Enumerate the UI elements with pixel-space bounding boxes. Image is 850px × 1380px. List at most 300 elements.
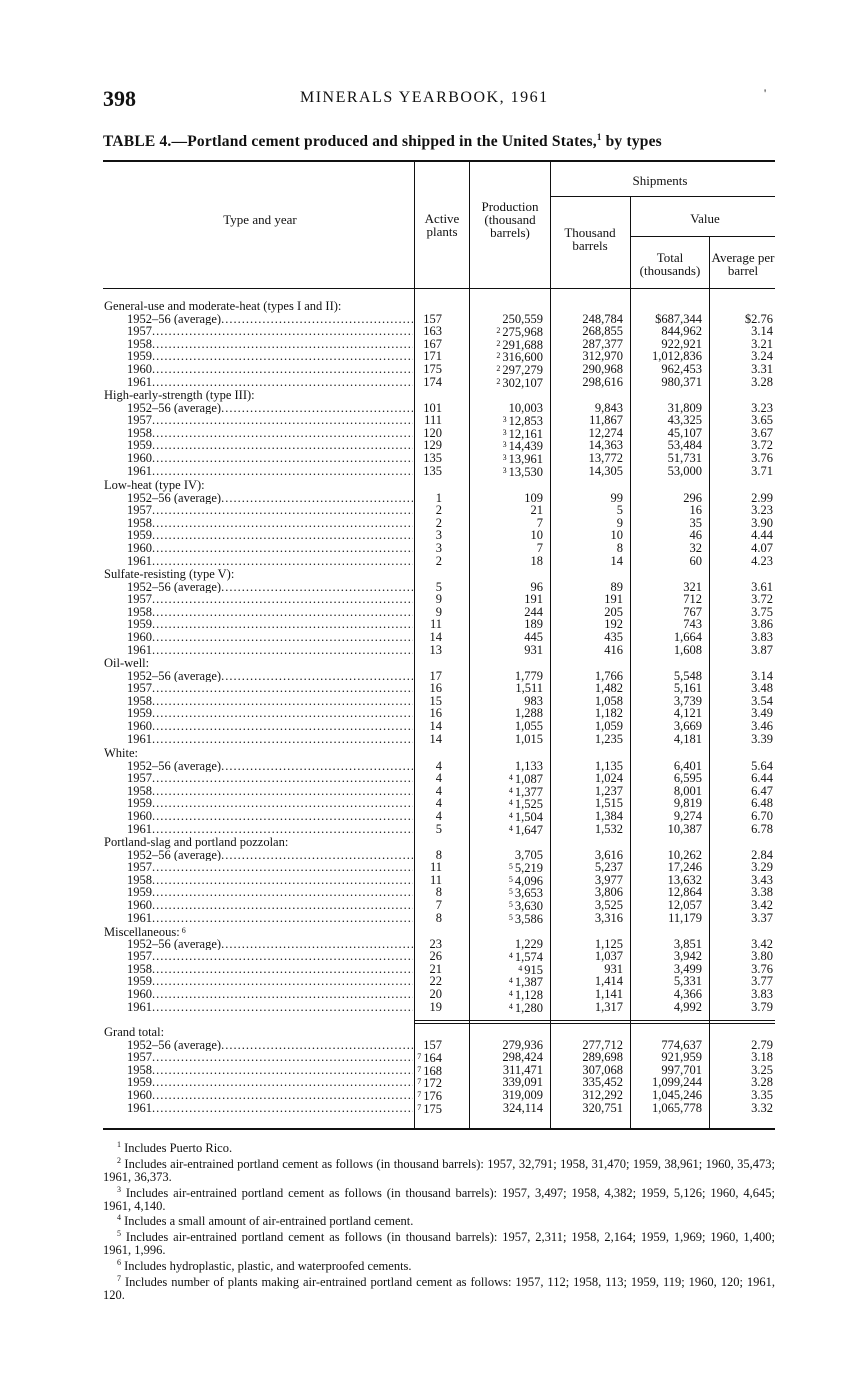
cell-value-total — [661, 376, 702, 389]
cell-production — [509, 797, 543, 811]
row-label-text: 1958 — [127, 694, 152, 708]
cell-production-value: 298,424 — [502, 1050, 543, 1065]
cell-value-average-value: 3.23 — [751, 503, 773, 518]
cell-shipped-barrels-value: 312,970 — [582, 349, 623, 364]
page-number: 398 — [103, 86, 136, 111]
cell-active-plants-value: 4 — [435, 771, 442, 786]
row-label-text: 1960 — [127, 631, 152, 644]
cell-shipped-barrels-value: 205 — [604, 604, 623, 619]
cell-value-total-value: 1,608 — [673, 642, 702, 657]
row-label-text: 1960 — [127, 720, 152, 733]
row-label — [127, 733, 413, 746]
cell-production — [509, 975, 543, 989]
table-row — [0, 861, 850, 874]
row-label — [127, 517, 413, 530]
cell-active-plants-value: 14 — [429, 731, 442, 746]
cell-shipped-barrels — [582, 376, 623, 389]
row-label — [127, 504, 413, 517]
row-label-text: 1957 — [127, 414, 152, 427]
row-label — [127, 427, 413, 440]
footnote-text: Includes hydroplastic, plastic, and waterproofed cements. — [124, 1259, 412, 1274]
cell-production — [509, 823, 543, 837]
category-label — [104, 389, 424, 402]
cell-value-average-value: 3.28 — [751, 374, 773, 389]
cell-shipped-barrels-value: 8 — [616, 541, 623, 555]
row-label — [127, 542, 413, 555]
cell-production — [496, 363, 543, 377]
cell-shipped-barrels-value: 1,135 — [594, 758, 623, 773]
cell-active-plants-value: 4 — [435, 809, 442, 823]
cell-value-total-value: 844,962 — [661, 324, 702, 339]
cell-value-average-value: 3.83 — [751, 987, 773, 1001]
cell-value-total — [668, 465, 702, 478]
row-label — [127, 861, 413, 874]
cell-active-plants — [430, 644, 443, 657]
cell-value-average-value: 3.71 — [751, 463, 773, 478]
cell-value-average — [751, 823, 773, 836]
row-label-text: 1961 — [127, 643, 152, 657]
header-active-plants: Active plants — [424, 211, 460, 239]
row-label — [127, 414, 413, 427]
row-label-text: 1959 — [127, 975, 152, 988]
cell-production — [509, 874, 543, 888]
cell-active-plants-value: 171 — [423, 349, 442, 364]
row-label — [127, 849, 413, 862]
cell-value-average-value: 3.79 — [751, 999, 773, 1014]
cell-shipped-barrels-value: 1,317 — [594, 999, 623, 1014]
cell-active-plants-value: 9 — [435, 604, 442, 619]
running-head: MINERALS YEARBOOK, 1961 — [300, 89, 549, 106]
cell-production — [515, 760, 543, 773]
table-title-tail: by types — [601, 133, 662, 151]
cell-production — [496, 325, 543, 339]
cell-shipped-barrels — [582, 1102, 623, 1115]
cell-shipped-barrels-value: 3,616 — [594, 847, 623, 862]
row-label — [127, 810, 413, 823]
cell-active-plants-value: 176 — [423, 1089, 442, 1103]
cell-active-plants-value: 8 — [435, 885, 442, 900]
row-label — [127, 975, 413, 988]
category-label — [104, 657, 424, 670]
row-label-text: 1958 — [127, 337, 152, 351]
cell-value-total-value: 13,632 — [667, 872, 702, 887]
table-row — [0, 720, 850, 733]
cell-value-total-value: 10,262 — [667, 847, 702, 862]
cell-shipped-barrels-value: 3,806 — [594, 885, 623, 900]
cell-production-footnote-ref: 3 — [502, 465, 507, 475]
cell-production-footnote-ref: 4 — [508, 951, 513, 961]
cell-production — [509, 402, 543, 415]
footnote-number: 4 — [117, 1213, 121, 1223]
row-label — [127, 938, 413, 951]
table-title-footnote-ref: 1 — [596, 132, 602, 142]
cell-active-plants-value: 11 — [429, 860, 442, 875]
row-label — [127, 670, 413, 683]
category-row — [0, 747, 850, 760]
cell-production-footnote-ref: 4 — [508, 1001, 513, 1011]
cell-production-value: 14,439 — [508, 439, 543, 454]
cell-shipped-barrels-value: 5 — [616, 503, 623, 518]
cell-shipped-barrels-value: 1,482 — [594, 681, 623, 696]
cell-value-average-value: 3.67 — [751, 425, 773, 440]
footnotes — [103, 1139, 775, 1302]
cell-active-plants-value: 1 — [435, 490, 442, 505]
row-label-text: 1952–56 (average) — [127, 669, 222, 683]
cell-production — [509, 861, 543, 875]
cell-production-value: 297,279 — [502, 363, 543, 377]
footnote-number: 1 — [117, 1140, 121, 1149]
cell-shipped-barrels-value: 1,235 — [594, 731, 623, 746]
row-label-text: 1960 — [127, 363, 152, 376]
row-label — [127, 1039, 413, 1052]
cell-value-average — [751, 1102, 773, 1115]
table-row — [0, 733, 850, 746]
table-bottom-rule — [103, 1128, 775, 1130]
row-label-text: 1952–56 (average) — [127, 848, 222, 862]
footnote-text: Includes air-entrained portland cement as follows (in thousand barrels): 1957, 32,791; 1958, 31,470; 1959, 38,961; 1960, 35,473; 1961, 36,373. — [103, 1157, 775, 1184]
cell-shipped-barrels-value: 9 — [616, 515, 623, 530]
row-label-text: 1960 — [127, 452, 152, 465]
cell-active-plants-value: 23 — [429, 936, 442, 951]
cell-active-plants-value: 4 — [435, 796, 442, 811]
row-label — [127, 797, 413, 810]
cell-active-plants-value: 3 — [435, 528, 442, 543]
row-label-text: 1957 — [127, 950, 152, 963]
cell-production-value: 3,653 — [514, 886, 543, 901]
table-row — [0, 517, 850, 530]
cell-shipped-barrels-value: 1,182 — [594, 706, 623, 721]
cell-value-total-value: 9,274 — [673, 809, 702, 823]
cell-production-value: 1,647 — [514, 822, 543, 837]
cell-production — [509, 912, 543, 926]
category-row — [0, 479, 850, 492]
cell-active-plants-value: 157 — [423, 1037, 442, 1052]
cell-production-value: 302,107 — [502, 375, 543, 390]
row-label-text: 1959 — [127, 350, 152, 363]
cell-active-plants-footnote-ref: 7 — [417, 1077, 422, 1087]
cell-value-average-value: 3.18 — [751, 1050, 773, 1065]
cell-shipped-barrels-value: 9,843 — [594, 400, 623, 415]
cell-value-total-value: 35 — [689, 515, 702, 530]
cell-value-average-value: 3.31 — [751, 362, 773, 376]
table-row — [0, 988, 850, 1001]
table-row — [0, 376, 850, 389]
cell-active-plants — [423, 376, 442, 389]
category-label-text: Oil-well: — [104, 657, 150, 670]
cell-shipped-barrels — [595, 912, 623, 925]
cell-shipped-barrels-value: 289,698 — [582, 1050, 623, 1065]
row-label — [127, 1102, 413, 1115]
row-label-text: 1957 — [127, 593, 152, 606]
cell-active-plants — [436, 912, 442, 925]
cell-value-total-value: 31,809 — [667, 400, 702, 415]
header-shipments: Shipments — [632, 173, 688, 188]
cell-value-total-value: 4,992 — [673, 999, 702, 1014]
table-row — [0, 707, 850, 720]
cell-shipped-barrels-value: 13,772 — [588, 451, 623, 465]
cell-production — [518, 963, 543, 977]
cell-value-total-value: 774,637 — [661, 1037, 702, 1052]
cell-active-plants-value: 5 — [435, 579, 442, 594]
cell-production — [531, 555, 544, 568]
cell-active-plants-value: 13 — [429, 642, 442, 657]
row-label — [127, 1089, 413, 1102]
cell-value-average-value: 3.48 — [751, 681, 773, 696]
cell-production-value: 1,288 — [514, 706, 543, 721]
cell-active-plants-value: 17 — [429, 668, 442, 683]
row-label-text: 1958 — [127, 516, 152, 530]
cell-production-value: 7 — [536, 515, 543, 530]
cell-shipped-barrels-value: 290,968 — [582, 362, 623, 376]
cell-active-plants-value: 8 — [435, 847, 442, 862]
cell-production-footnote-ref: 2 — [496, 351, 501, 361]
cell-value-total — [674, 1001, 702, 1014]
cell-value-average-value: 3.21 — [751, 336, 773, 351]
category-footnote-ref: 6 — [181, 926, 186, 935]
row-label — [127, 899, 413, 912]
cell-value-total-value: 922,921 — [661, 336, 702, 351]
cell-value-average-value: 3.83 — [751, 630, 773, 644]
row-label — [127, 1051, 413, 1064]
table-row — [0, 1051, 850, 1064]
cell-production-footnote-ref: 3 — [502, 415, 507, 425]
cell-shipped-barrels-value: 1,125 — [594, 936, 623, 951]
cell-production-value: 189 — [524, 617, 543, 632]
cell-value-total-value: 12,057 — [667, 898, 702, 912]
footnote-text: Includes number of plants making air-entrained portland cement as follows: 1957, 112; 1958, 113; 1959, 119; 1960, 120; 1961, 120. — [103, 1275, 776, 1303]
row-label — [127, 874, 413, 887]
row-label-text: 1959 — [127, 1076, 152, 1089]
cell-production-value: 983 — [524, 693, 543, 708]
cell-production-footnote-ref: 4 — [508, 798, 513, 808]
row-label-text: 1952–56 (average) — [127, 937, 222, 951]
row-label — [127, 823, 413, 836]
cell-shipped-barrels-value: 1,766 — [594, 668, 623, 683]
table-row — [0, 912, 850, 925]
cell-active-plants-value: 11 — [429, 617, 442, 632]
cell-shipped-barrels-value: 3,316 — [594, 910, 623, 925]
cell-active-plants-value: 111 — [424, 413, 442, 428]
category-row — [0, 568, 850, 581]
cell-production — [503, 427, 543, 441]
cell-production — [496, 350, 543, 364]
cell-value-average-value: 5.64 — [751, 758, 773, 773]
cell-value-total — [690, 555, 703, 568]
cell-shipped-barrels — [595, 823, 623, 836]
cell-value-total-value: $687,344 — [655, 311, 702, 326]
cell-shipped-barrels — [595, 733, 623, 746]
cell-production-footnote-ref: 2 — [496, 338, 501, 348]
cell-active-plants-footnote-ref: 7 — [417, 1052, 422, 1062]
table-row — [0, 1089, 850, 1102]
table-row — [0, 849, 850, 862]
cell-production-value: 4,096 — [514, 873, 543, 888]
cell-shipped-barrels-value: 416 — [604, 642, 623, 657]
row-label-text: 1961 — [127, 822, 152, 836]
row-label — [127, 707, 413, 720]
table-row — [0, 618, 850, 631]
cell-active-plants-footnote-ref: 7 — [417, 1102, 422, 1112]
cell-value-total — [652, 1102, 702, 1115]
cell-value-total-value: 3,499 — [673, 961, 702, 976]
cell-shipped-barrels-value: 335,452 — [582, 1075, 623, 1090]
cell-value-average-value: 4.44 — [751, 528, 773, 543]
cell-shipped-barrels-value: 14,305 — [588, 463, 623, 478]
cell-production-footnote-ref: 3 — [502, 427, 507, 437]
row-label — [127, 886, 413, 899]
footnote-text: Includes a small amount of air-entrained portland cement. — [124, 1214, 414, 1229]
cell-value-total-value: 16 — [689, 503, 702, 518]
cell-active-plants — [430, 733, 443, 746]
cell-active-plants-value: 157 — [423, 311, 442, 326]
row-label — [127, 313, 413, 326]
cell-value-average — [751, 376, 773, 389]
cell-value-total-value: 1,012,836 — [652, 349, 702, 364]
footnote-number: 6 — [117, 1258, 121, 1268]
footnote-text: Includes air-entrained portland cement as follows (in thousand barrels): 1957, 3,497; 1958, 4,382; 1959, 5,126; 1960, 4,645; 1961, 4,140. — [103, 1185, 775, 1213]
cell-active-plants-value: 14 — [429, 630, 442, 644]
cell-value-total-value: 743 — [683, 617, 702, 632]
cell-active-plants-value: 101 — [423, 400, 442, 415]
row-label-text: 1952–56 (average) — [127, 759, 222, 773]
cell-value-average-value: 3.35 — [751, 1088, 773, 1102]
table-row — [0, 631, 850, 644]
row-label — [127, 1001, 413, 1014]
cell-shipped-barrels-value: 1,384 — [594, 809, 623, 823]
cell-active-plants-value: 22 — [429, 974, 442, 989]
cell-shipped-barrels-value: 191 — [604, 592, 623, 607]
cell-active-plants-value: 2 — [435, 515, 442, 530]
cell-value-average-value: 3.75 — [751, 604, 773, 619]
cell-shipped-barrels-value: 192 — [604, 617, 623, 632]
cell-active-plants-value: 7 — [435, 898, 442, 912]
cell-production-value: 3,705 — [514, 847, 543, 862]
cell-value-total-value: 32 — [689, 541, 702, 555]
table-top-rule — [103, 160, 775, 162]
row-label-text: 1958 — [127, 784, 152, 798]
footnote-number: 5 — [117, 1229, 121, 1239]
cell-shipped-barrels-value: 312,292 — [582, 1088, 623, 1102]
cell-production — [503, 1102, 543, 1115]
cell-value-average-value: 3.14 — [751, 324, 773, 339]
row-label-text: 1952–56 (average) — [127, 1038, 222, 1052]
cell-value-total-value: 962,453 — [661, 362, 702, 376]
footnote-number: 2 — [117, 1155, 121, 1165]
row-label — [127, 1076, 413, 1089]
table-row — [0, 593, 850, 606]
cell-production — [509, 988, 543, 1002]
cell-production-value: 1,377 — [514, 784, 543, 799]
table-row — [0, 555, 850, 568]
cell-value-average-value: 3.42 — [751, 898, 773, 912]
footnote-text: Includes air-entrained portland cement as follows (in thousand barrels): 1957, 2,311; 1958, 2,164; 1959, 1,969; 1960, 1,400; 1961, 1,996. — [103, 1230, 776, 1258]
table-row — [0, 465, 850, 478]
cell-production-value: 5,219 — [514, 861, 543, 876]
cell-production-value: 1,087 — [514, 772, 543, 787]
cell-production-value: 13,530 — [508, 464, 543, 479]
cell-active-plants-value: 21 — [429, 961, 442, 976]
cell-production-value: 1,525 — [514, 797, 543, 812]
cell-shipped-barrels-value: 1,532 — [594, 821, 623, 836]
cell-shipped-barrels-value: 1,515 — [594, 796, 623, 811]
row-label-text: 1961 — [127, 911, 152, 925]
table-row — [0, 797, 850, 810]
cell-active-plants-value: 120 — [423, 425, 442, 440]
cell-production — [509, 810, 543, 824]
cell-production-value: 21 — [530, 503, 543, 518]
table-row — [0, 886, 850, 899]
cell-active-plants — [417, 1076, 442, 1090]
cell-production — [496, 338, 543, 352]
cell-active-plants-value: 175 — [423, 1101, 442, 1116]
cell-value-average-value: 3.25 — [751, 1062, 773, 1077]
row-label — [127, 492, 413, 505]
cell-value-average-value: 3.29 — [751, 860, 773, 875]
cell-production-value: 291,688 — [502, 337, 543, 352]
cell-value-average-value: 3.87 — [751, 642, 773, 657]
table-row — [0, 938, 850, 951]
row-label — [127, 465, 413, 478]
cell-value-average-value: 3.77 — [751, 974, 773, 989]
row-label — [127, 363, 413, 376]
cell-production-footnote-ref: 5 — [508, 900, 513, 909]
row-label — [127, 439, 413, 452]
cell-value-total — [668, 912, 702, 925]
cell-production-value: 1,128 — [514, 988, 543, 1002]
row-label-text: 1961 — [127, 375, 152, 389]
header-production: Production (thousand barrels) — [481, 199, 539, 240]
table-row — [0, 492, 850, 505]
table-row — [0, 772, 850, 785]
cell-active-plants — [417, 1051, 442, 1065]
row-label — [127, 760, 413, 773]
table-row — [0, 1102, 850, 1115]
cell-active-plants-value: 15 — [429, 693, 442, 708]
cell-production-footnote-ref: 3 — [502, 440, 507, 450]
cell-shipped-barrels-value: 1,058 — [594, 693, 623, 708]
cell-active-plants — [417, 1064, 442, 1078]
row-label-text: 1961 — [127, 1000, 152, 1014]
footnote-text: Includes Puerto Rico. — [124, 1141, 233, 1156]
table-row — [0, 950, 850, 963]
cell-value-total-value: 12,864 — [667, 885, 702, 900]
row-label-text: 1959 — [127, 886, 152, 899]
cell-production-value: 18 — [530, 553, 543, 568]
cell-value-average-value: 3.32 — [751, 1100, 773, 1115]
cell-shipped-barrels-value: 1,037 — [594, 949, 623, 964]
cell-value-total-value: 1,664 — [673, 630, 702, 644]
cell-shipped-barrels-value: 320,751 — [582, 1100, 623, 1115]
table-row — [0, 874, 850, 887]
cell-production-value: 339,091 — [502, 1075, 543, 1090]
cell-value-average-value: $2.76 — [744, 311, 773, 326]
cell-shipped-barrels-value: 1,059 — [594, 719, 623, 733]
category-label — [104, 925, 424, 939]
cell-value-total-value: 45,107 — [667, 425, 702, 440]
cell-value-total-value: 53,000 — [667, 463, 702, 478]
cell-value-average-value: 3.86 — [751, 617, 773, 632]
cell-production-value: 1,779 — [514, 668, 543, 683]
margin-mark: ' — [764, 86, 767, 100]
cell-shipped-barrels-value: 277,712 — [582, 1037, 623, 1052]
cell-production — [509, 1001, 543, 1015]
table-row — [0, 1039, 850, 1052]
header-total: Total (thousands) — [639, 250, 701, 278]
cell-value-total-value: 60 — [689, 553, 702, 568]
cell-production — [503, 452, 543, 466]
row-label-text: 1957 — [127, 861, 152, 874]
category-label-text: High-early-strength (type III): — [104, 389, 255, 402]
